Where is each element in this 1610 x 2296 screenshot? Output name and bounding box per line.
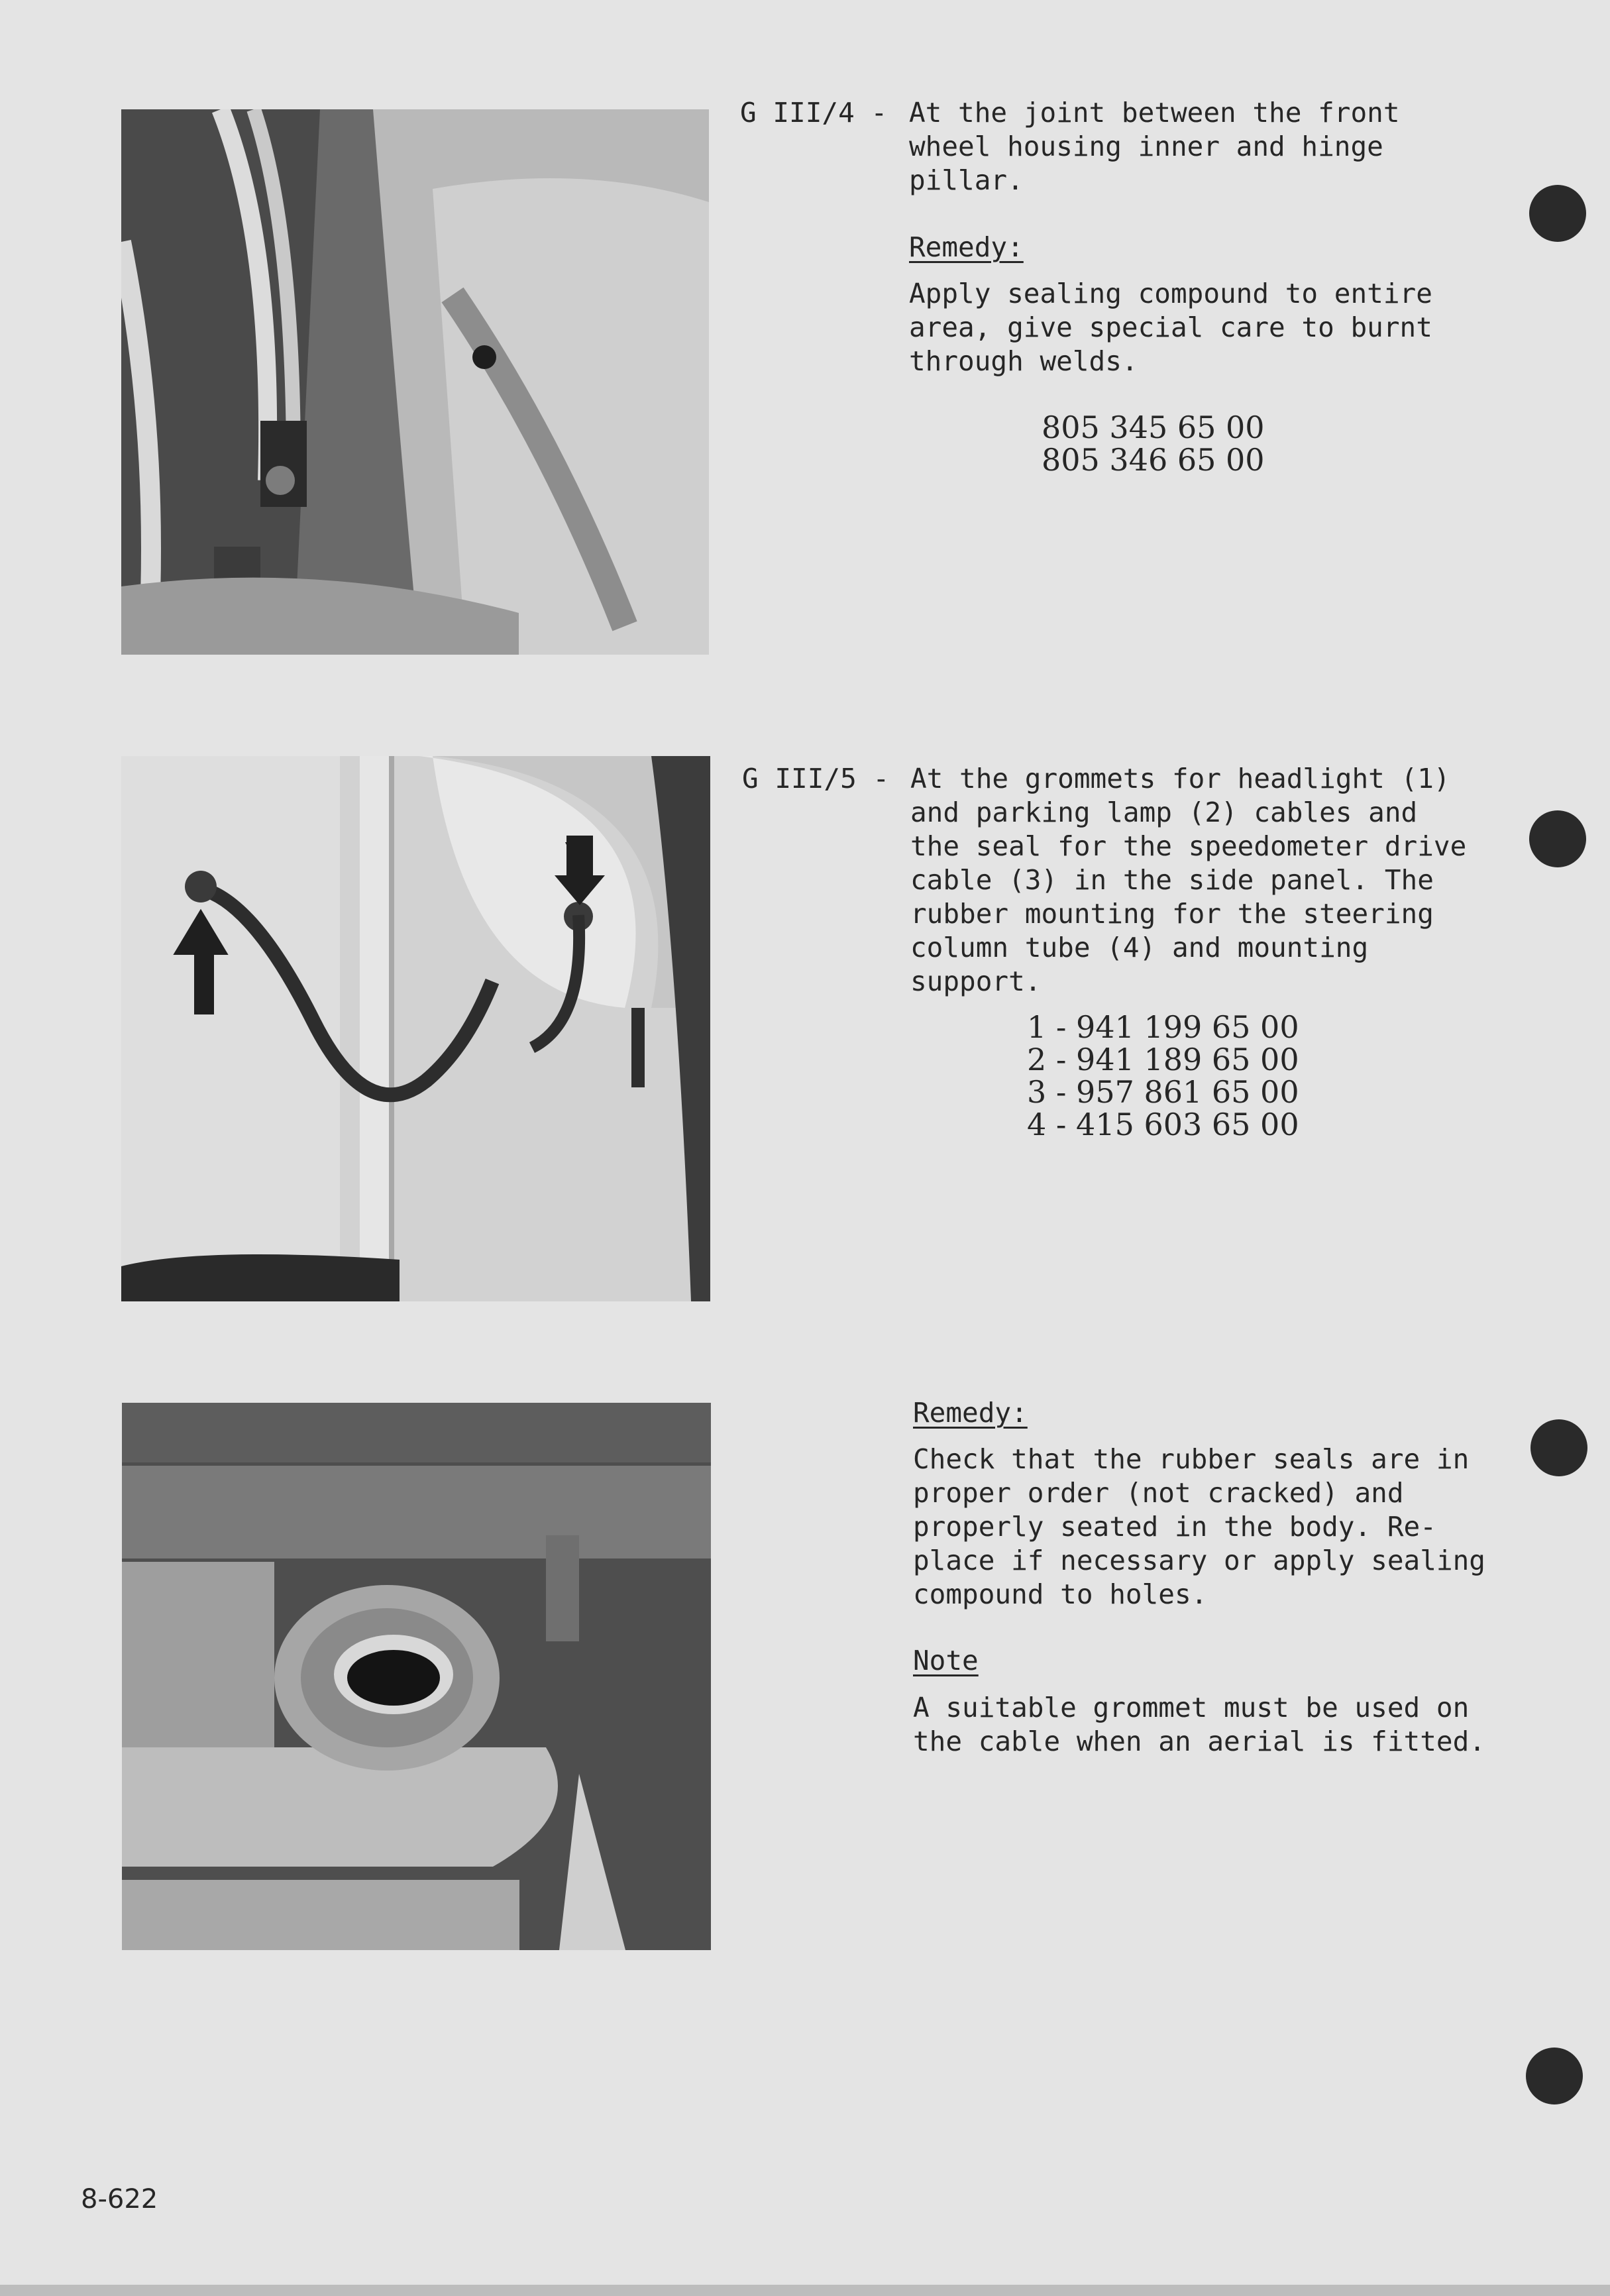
remedy-text-g3-4: Apply sealing compound to entire area, give special care to burnt through welds. — [909, 278, 1432, 377]
note-text: A suitable grommet must be used on the cable when an aerial is fitted. — [913, 1692, 1485, 1757]
remedy-text-seals: Check that the rubber seals are in proper order (not cracked) and properly seated in the body. Re- place if necessary or apply sealing compound to holes. — [913, 1443, 1485, 1610]
part-numbers-g3-5: 1 - 941 199 65 00 2 - 941 189 65 00 3 - 957 861 65 00 4 - 415 603 65 00 — [1027, 1009, 1299, 1142]
note-heading: Note — [913, 1645, 979, 1676]
page-bottom-edge — [0, 2285, 1610, 2296]
binder-hole — [1529, 810, 1586, 867]
remedy-heading-g3-4: Remedy: — [909, 231, 1024, 263]
binder-hole — [1529, 185, 1586, 242]
section-code-g3-5: G III/5 - — [742, 763, 890, 794]
photo-grommets-cables — [121, 756, 710, 1301]
section-code-g3-4: G III/4 - — [740, 97, 888, 129]
section-description-g3-5: At the grommets for headlight (1) and parking lamp (2) cables and the seal for the speedometer drive cable (3) in the side panel. The rubber mounting for the steering column tube (4) and mounting support. — [910, 763, 1467, 997]
part-numbers-g3-4: 805 345 65 00 805 346 65 00 — [1042, 410, 1265, 478]
section-description-g3-4: At the joint between the front wheel housing inner and hinge pillar. — [909, 97, 1400, 196]
binder-hole — [1526, 2048, 1583, 2105]
photo-rubber-seal — [122, 1403, 711, 1950]
page-number: 8-622 — [81, 2184, 158, 2214]
binder-hole — [1530, 1419, 1587, 1476]
remedy-heading-seals: Remedy: — [913, 1397, 1028, 1429]
photo-wheel-housing-joint — [121, 109, 709, 655]
